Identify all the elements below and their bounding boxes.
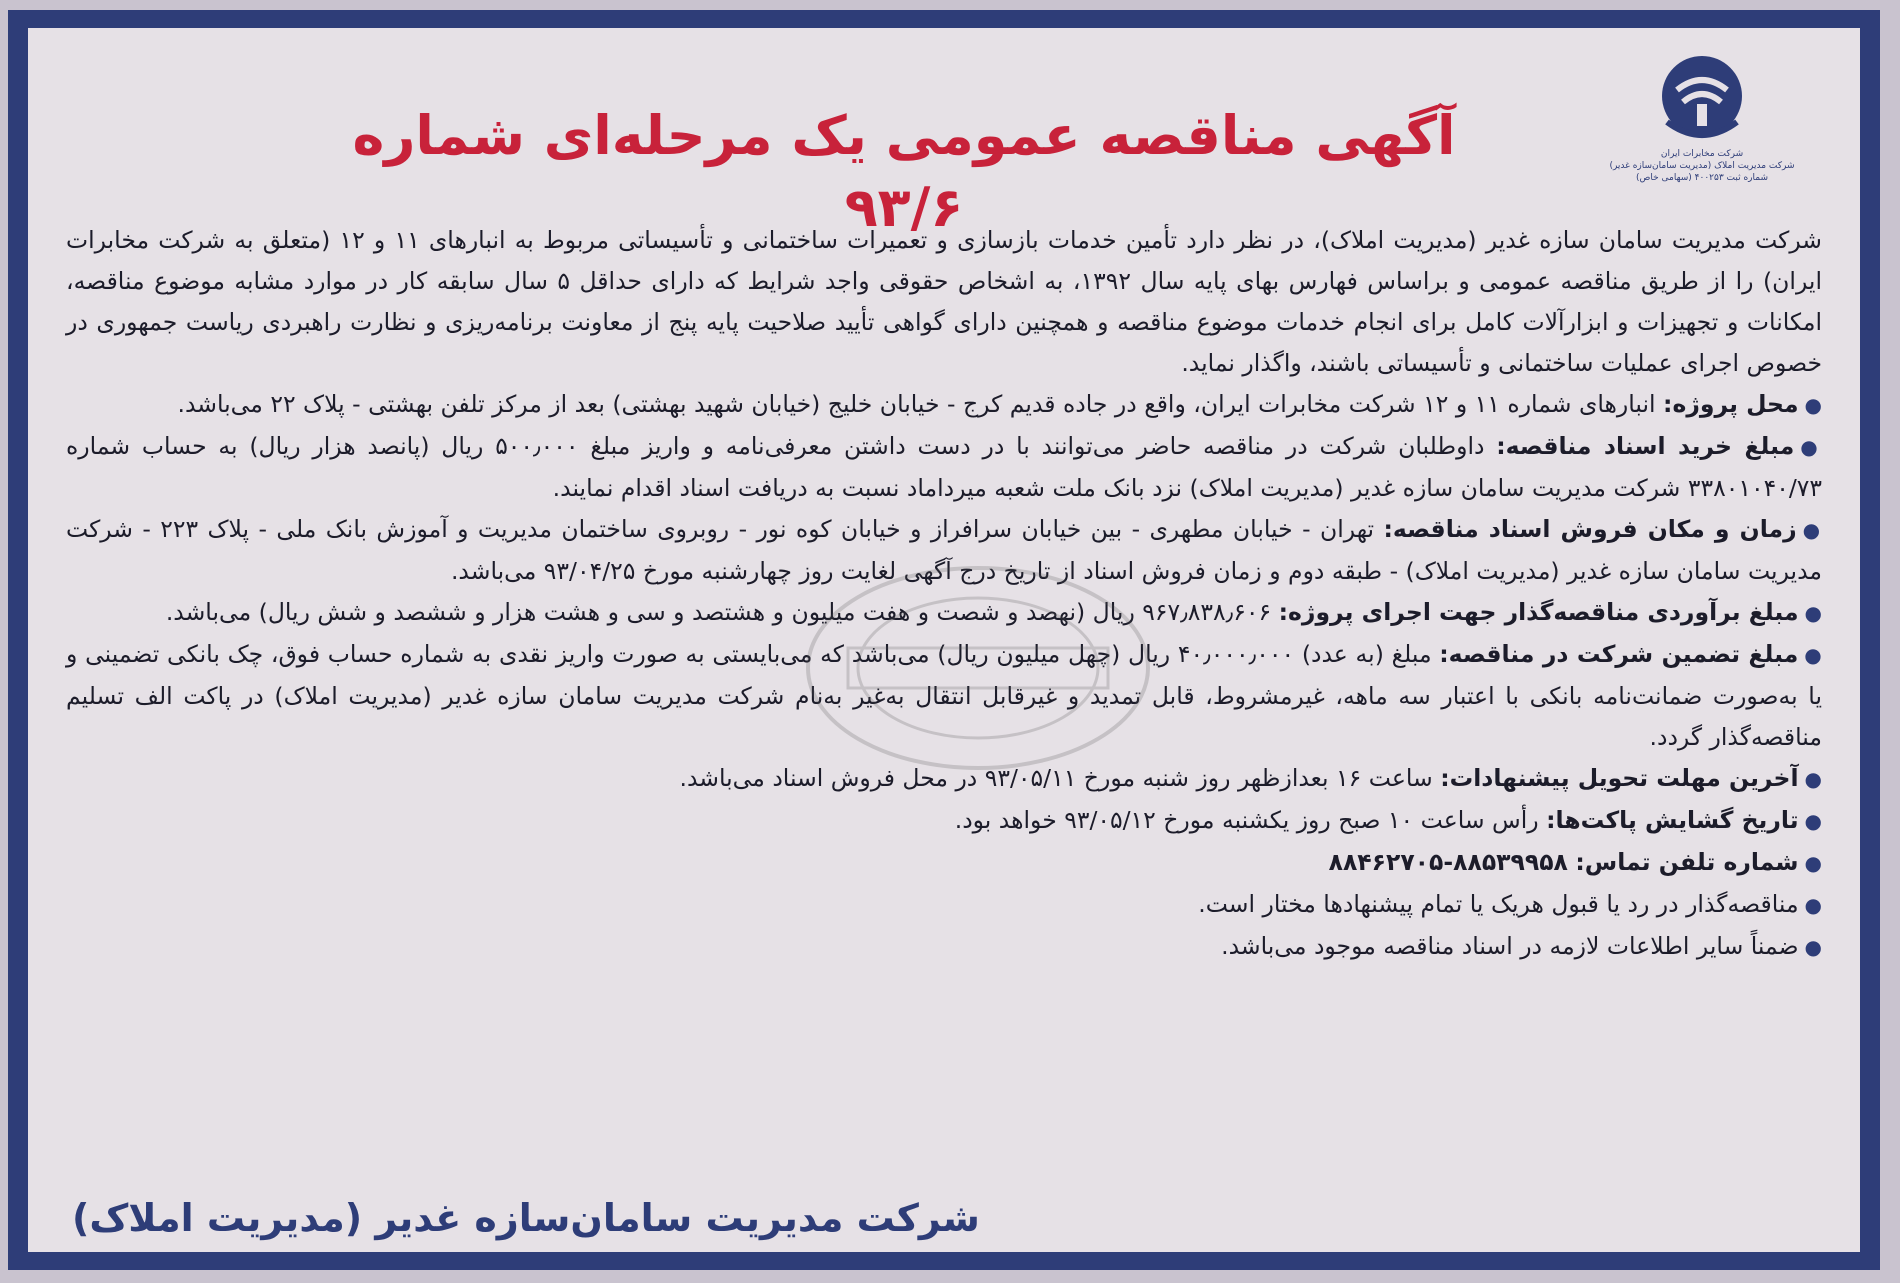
logo-caption-2: شرکت مدیریت املاک (مدیریت سامان‌سازه غدیر) (1609, 161, 1795, 171)
item-text: مبلغ (به عدد) ۴۰٫۰۰۰٫۰۰۰ ریال (چهل میلیون ریال) می‌باشد که می‌بایستی به صورت واریز نقدی به شماره حساب فوق، چک بانکی تضمینی و یا به‌صورت ضمانت‌نامه بانکی با اعتبار سه ماهه، غیرمشروط، قابل تمدید و غیرقابل انتقال به‌غیر به‌نام شرکت مدیریت سامان سازه غدیر (مدیریت املاک) در پاکت الف تسلیم مناقصه‌گذار گردد. (66, 640, 1822, 751)
list-item (66, 842, 1822, 884)
bullet-icon: ● (1804, 601, 1822, 625)
company-logo (1592, 52, 1812, 184)
bullet-icon: ● (1804, 809, 1822, 833)
item-text: ساعت ۱۶ بعدازظهر روز شنبه مورخ ۹۳/۰۵/۱۱ در محل فروش اسناد می‌باشد. (679, 764, 1433, 792)
list-item (66, 884, 1822, 926)
bullet-icon: ● (1804, 935, 1822, 959)
ad-paper (28, 28, 1860, 1252)
ad-frame (8, 10, 1880, 1270)
item-text: مناقصه‌گذار در رد یا قبول هریک یا تمام پیشنهادها مختار است. (1198, 890, 1799, 918)
list-item (66, 758, 1822, 800)
item-label: محل پروژه: (1663, 390, 1799, 418)
list-item (66, 384, 1822, 426)
item-text: ۹۶۷٫۸۳۸٫۶۰۶ ریال (نهصد و شصت و هفت میلیون و هشتصد و سی و هشت هزار و ششصد و شش ریال) می‌باشد. (165, 598, 1272, 626)
list-item (66, 592, 1822, 634)
bullet-icon: ● (1804, 893, 1822, 917)
item-text: انبارهای شماره ۱۱ و ۱۲ شرکت مخابرات ایران، واقع در جاده قدیم کرج - خیابان خلیج (خیابان شهید بهشتی) بعد از مرکز تلفن بهشتی - پلاک ۲۲ می‌باشد. (177, 390, 1656, 418)
phone-numbers: ۸۸۵۳۹۹۵۸-۸۸۴۶۲۷۰۵ (1328, 848, 1568, 876)
ad-body (66, 220, 1822, 968)
item-label: شماره تلفن تماس: (1575, 848, 1799, 876)
item-label: زمان و مکان فروش اسناد مناقصه: (1383, 515, 1797, 543)
item-text: تهران - خیابان مطهری - بین خیابان سرافراز و خیابان کوه نور - روبروی ساختمان مدیریت و آموزش بانک ملی - پلاک ۲۲۳ - شرکت مدیریت سامان سازه غدیر (مدیریت املاک) - طبقه دوم و زمان فروش اسناد از تاریخ درج آگهی لغایت روز چهارشنبه مورخ ۹۳/۰۴/۲۵ می‌باشد. (66, 515, 1822, 585)
bullet-icon: ● (1804, 643, 1822, 667)
logo-caption-3: شماره ثبت ۴۰۰۲۵۳ (سهامی خاص) (1635, 173, 1769, 183)
footer-signature: شرکت مدیریت سامان‌سازه غدیر (مدیریت املاک) (72, 1196, 980, 1240)
item-label: آخرین مهلت تحویل پیشنهادات: (1440, 764, 1799, 792)
item-label: مبلغ خرید اسناد مناقصه: (1496, 432, 1795, 460)
bullet-icon: ● (1802, 518, 1822, 542)
item-text: ضمناً سایر اطلاعات لازمه در اسناد مناقصه موجود می‌باشد. (1221, 932, 1799, 960)
item-text: داوطلبان شرکت در مناقصه حاضر می‌توانند با در دست داشتن معرفی‌نامه و واریز مبلغ ۵۰۰٫۰۰۰ ریال (پانصد هزار ریال) به حساب شماره ۳۳۸۰۱۰۴۰/۷۳ شرکت مدیریت سامان سازه غدیر (مدیریت املاک) نزد بانک ملت شعبه میرداماد نسبت به دریافت اسناد اقدام نمایند. (66, 432, 1822, 502)
bullet-icon: ● (1804, 767, 1822, 791)
logo-caption-1: شرکت مخابرات ایران (1660, 149, 1744, 159)
list-item (66, 426, 1822, 509)
bullet-icon: ● (1804, 393, 1822, 417)
list-item (66, 509, 1822, 592)
item-label: مبلغ تضمین شرکت در مناقصه: (1439, 640, 1799, 668)
telecom-logo-icon (1647, 52, 1757, 148)
ad-title: آگهی مناقصه عمومی یک مرحله‌ای شماره ۹۳/۶ (352, 104, 1456, 239)
intro-paragraph: شرکت مدیریت سامان سازه غدیر (مدیریت املاک)، در نظر دارد تأمین خدمات بازسازی و تعمیرات ساختمانی و تأسیساتی مربوط به انبارهای ۱۱ و ۱۲ (متعلق به شرکت مخابرات ایران) را از طریق مناقصه عمومی و براساس فهارس بهای پایه سال ۱۳۹۲، به اشخاص حقوقی واجد شرایط که دارای حداقل ۵ سال سابقه کار در موارد مشابه موضوع مناقصه، امکانات و تجهیزات و ابزارآلات کامل برای انجام خدمات موضوع مناقصه و همچنین دارای گواهی تأیید صلاحیت پایه پنج از معاونت برنامه‌ریزی و نظارت راهبردی ریاست جمهوری در خصوص اجرای عملیات ساختمانی و تأسیساتی باشند، واگذار نماید. (66, 226, 1822, 377)
bullet-icon: ● (1800, 435, 1823, 459)
list-item (66, 926, 1822, 968)
list-item (66, 634, 1822, 758)
item-label: مبلغ برآوردی مناقصه‌گذار جهت اجرای پروژه: (1278, 598, 1799, 626)
list-item (66, 800, 1822, 842)
bullet-icon: ● (1804, 851, 1822, 875)
item-label: تاریخ گشایش پاکت‌ها: (1546, 806, 1799, 834)
item-text: رأس ساعت ۱۰ صبح روز یکشنبه مورخ ۹۳/۰۵/۱۲ خواهد بود. (954, 806, 1539, 834)
